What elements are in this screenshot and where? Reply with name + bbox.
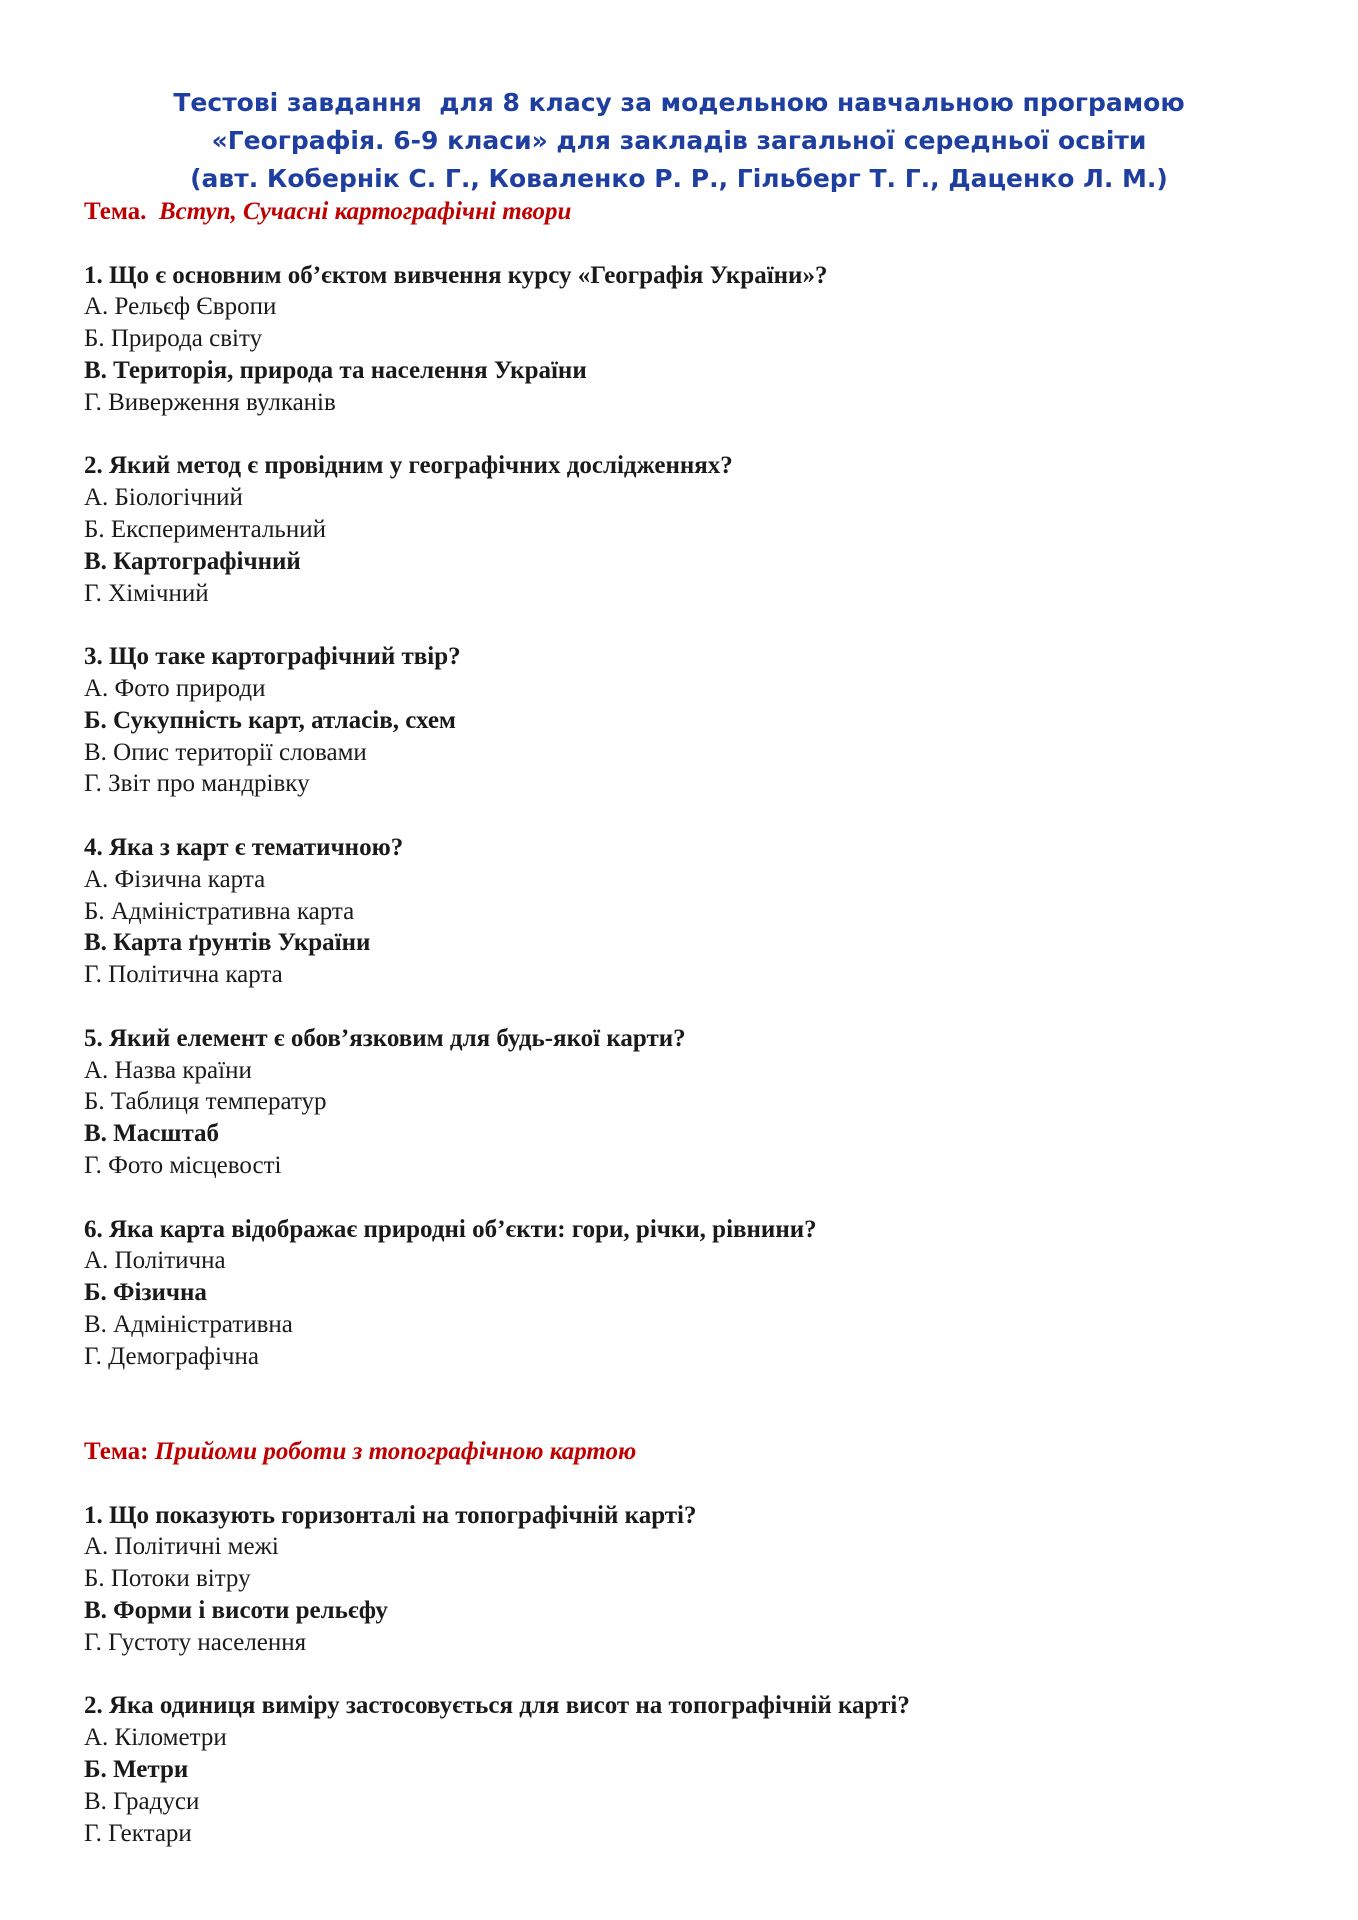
- answer-option-correct: В. Картографічний: [84, 547, 301, 575]
- answer-option: А. Кілометри: [84, 1724, 227, 1752]
- answer-option-correct: В. Масштаб: [84, 1120, 220, 1148]
- answer-option: А. Біологічний: [84, 484, 243, 512]
- topic-section-1: [84, 196, 1284, 1372]
- question-block: [84, 1690, 1284, 1849]
- answer-option: А. Політична: [84, 1247, 226, 1275]
- question-text: 2. Який метод є провідним у географічних дослідженнях?: [84, 452, 733, 480]
- question-text: 5. Який елемент є обов’язковим для будь-якої карти?: [84, 1024, 686, 1052]
- answer-option-correct: В. Територія, природа та населення України: [84, 356, 587, 384]
- answer-option: А. Назва країни: [84, 1056, 252, 1084]
- question-text: 6. Яка карта відображає природні об’єкти: гори, річки, рівнини?: [84, 1215, 817, 1243]
- question-text: 2. Яка одиниця виміру застосовується для висот на топографічній карті?: [84, 1692, 910, 1720]
- question-block: [84, 450, 1284, 609]
- question-block: [84, 832, 1284, 991]
- topic-name: Прийоми роботи з топографічною картою: [154, 1438, 637, 1466]
- answer-option-correct: Б. Сукупність карт, атласів, схем: [84, 706, 456, 734]
- answer-option: Г. Звіт про мандрівку: [84, 770, 310, 798]
- answer-option: Г. Політична карта: [84, 961, 283, 989]
- question-block: [84, 1023, 1284, 1182]
- answer-option: Г. Фото місцевості: [84, 1151, 282, 1179]
- question-block: [84, 1214, 1284, 1373]
- question-block: [84, 1500, 1284, 1659]
- topic-name: Вступ, Сучасні картографічні твори: [158, 198, 572, 225]
- answer-option: В. Градуси: [84, 1787, 200, 1815]
- question-block: [84, 641, 1284, 800]
- answer-option: А. Рельєф Європи: [84, 293, 277, 321]
- answer-option: В. Адміністративна: [84, 1310, 293, 1338]
- answer-option: Б. Експериментальний: [84, 515, 326, 543]
- answer-option: Б. Таблиця температур: [84, 1088, 327, 1116]
- answer-option: А. Фото природи: [84, 674, 266, 702]
- topic-label: Тема:: [84, 1438, 149, 1466]
- header-line-1: Тестові завдання для 8 класу за модельною навчальною програмою: [173, 88, 1185, 117]
- answer-option: Б. Природа світу: [84, 325, 263, 353]
- answer-option-correct: В. Форми і висоти рельєфу: [84, 1597, 388, 1625]
- topic-label: Тема.: [84, 198, 147, 225]
- answer-option-correct: В. Карта ґрунтів України: [84, 929, 371, 957]
- document-content: [84, 196, 1284, 1849]
- question-text: 1. Що показують горизонталі на топографічній карті?: [84, 1501, 697, 1529]
- answer-option-correct: Б. Фізична: [84, 1279, 207, 1307]
- answer-option: А. Політичні межі: [84, 1533, 279, 1561]
- answer-option: Б. Адміністративна карта: [84, 897, 355, 925]
- answer-option: Г. Гектари: [84, 1819, 192, 1847]
- document-header: [0, 84, 1358, 198]
- answer-option: Б. Потоки вітру: [84, 1565, 251, 1593]
- topic-heading: [84, 196, 1284, 228]
- question-text: 1. Що є основним об’єктом вивчення курсу «Географія України»?: [84, 261, 828, 289]
- header-line-2: «Географія. 6-9 класи» для закладів загальної середньої освіти: [211, 126, 1147, 155]
- answer-option: В. Опис території словами: [84, 738, 367, 766]
- answer-option-correct: Б. Метри: [84, 1756, 189, 1784]
- answer-option: Г. Хімічний: [84, 579, 209, 607]
- topic-section-2: [84, 1436, 1284, 1849]
- question-text: 4. Яка з карт є тематичною?: [84, 833, 404, 861]
- header-line-3: (авт. Кобернік С. Г., Коваленко Р. Р., Гільберг Т. Г., Даценко Л. М.): [190, 164, 1168, 193]
- topic-heading: [84, 1436, 1284, 1468]
- answer-option: Г. Виверження вулканів: [84, 388, 336, 416]
- question-text: 3. Що таке картографічний твір?: [84, 643, 461, 671]
- answer-option: Г. Густоту населення: [84, 1628, 307, 1656]
- answer-option: А. Фізична карта: [84, 865, 266, 893]
- answer-option: Г. Демографічна: [84, 1342, 259, 1370]
- question-block: [84, 260, 1284, 419]
